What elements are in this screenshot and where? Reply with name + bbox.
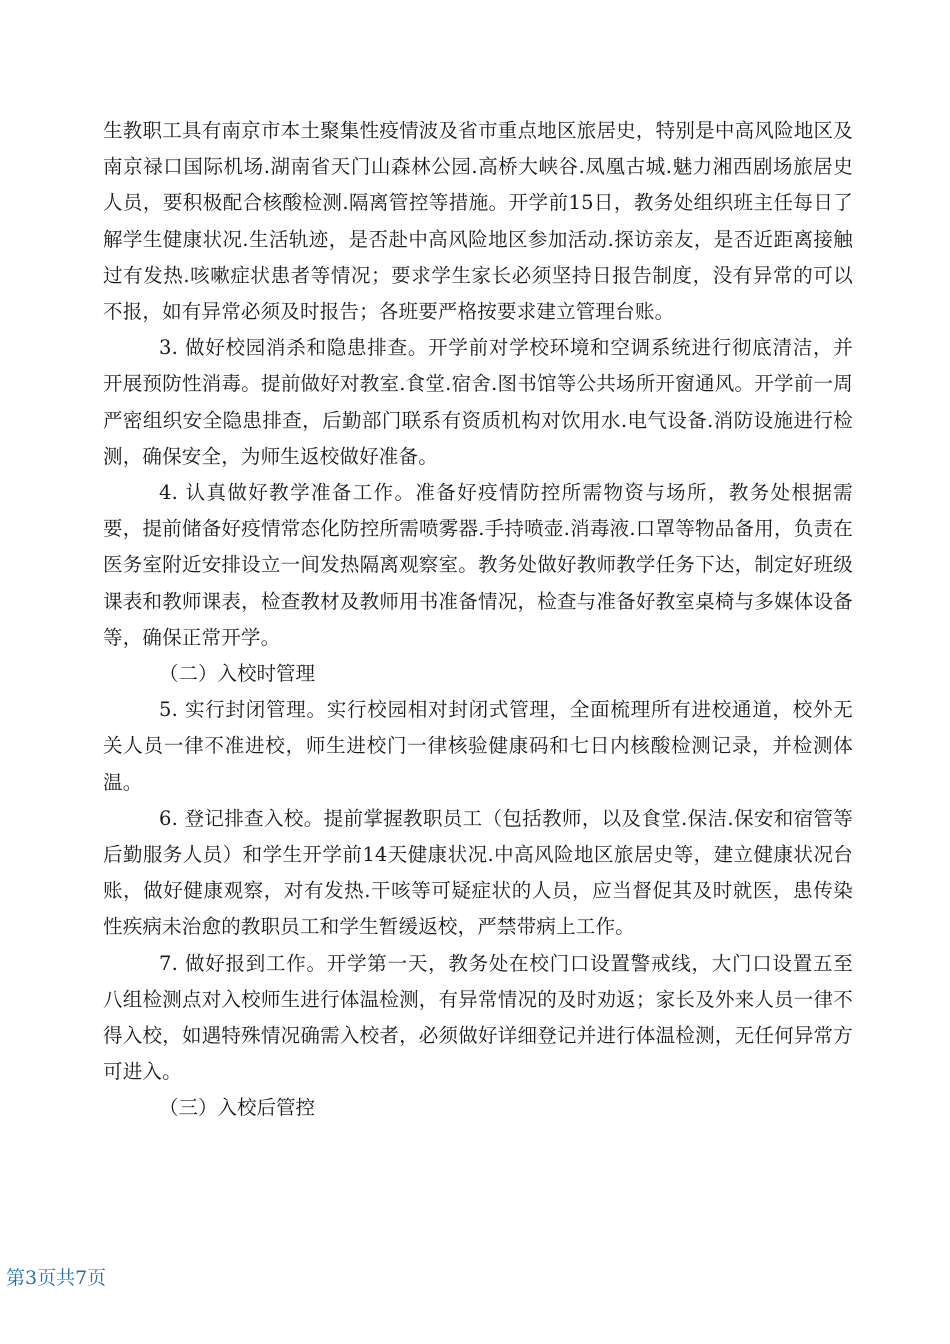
paragraph-item-5-closed-management: 5. 实行封闭管理。实行校园相对封闭式管理，全面梳理所有进校通道，校外无关人员一律不准进校，师生进校门一律核验健康码和七日内核酸检测记录，并检测体温。	[103, 698, 853, 794]
paragraph-item-4-teaching-prep: 4. 认真做好教学准备工作。准备好疫情防控所需物资与场所，教务处根据需要，提前储备好疫情常态化防控所需喷雾器.手持喷壶.消毒液.口罩等物品备用，负责在医务室附近安排设立一间发热隔离观察室。教务处做好教师教学任务下达，制定好班级课表和教师课表，检查教材及教师用书准备情况，检查与准备好教室桌椅与多媒体设备等，确保正常开学。	[103, 481, 853, 649]
paragraph-health-tracking: 生教职工具有南京市本土聚集性疫情波及省市重点地区旅居史，特别是中高风险地区及南京禄口国际机场.湖南省天门山森林公园.高桥大峡谷.凤凰古城.魅力湘西剧场旅居史人员，要积极配合核酸检测.隔离管控等措施。开学前15日，教务处组织班主任每日了解学生健康状况.生活轨迹，是否赴中高风险地区参加活动.探访亲友，是否近距离接触过有发热.咳嗽症状患者等情况；要求学生家长必须坚持日报告制度，没有异常的可以不报，如有异常必须及时报告；各班要严格按要求建立管理台账。	[103, 119, 853, 324]
page-number-footer: 第3页共7页	[6, 1267, 107, 1289]
paragraph-item-6-registration: 6. 登记排查入校。提前掌握教职员工（包括教师，以及食堂.保洁.保安和宿管等后勤服务人员）和学生开学前14天健康状况.中高风险地区旅居史等，建立健康状况台账，做好健康观察，对有发热.干咳等可疑症状的人员，应当督促其及时就医，患传染性疾病未治愈的教职员工和学生暂缓返校，严禁带病上工作。	[103, 806, 853, 939]
section-heading-post-entry-control: （三）入校后管控	[159, 1096, 316, 1120]
document-body	[103, 113, 853, 1127]
section-heading-entry-management: （二）入校时管理	[159, 662, 316, 686]
paragraph-item-3-disinfection: 3. 做好校园消杀和隐患排查。开学前对学校环境和空调系统进行彻底清洁，并开展预防性消毒。提前做好对教室.食堂.宿舍.图书馆等公共场所开窗通风。开学前一周严密组织安全隐患排查，后勤部门联系有资质机构对饮用水.电气设备.消防设施进行检测，确保安全，为师生返校做好准备。	[103, 336, 853, 468]
paragraph-item-7-reporting: 7. 做好报到工作。开学第一天，教务处在校门口设置警戒线，大门口设置五至八组检测点对入校师生进行体温检测，有异常情况的及时劝返；家长及外来人员一律不得入校，如遇特殊情况确需入校者，必须做好详细登记并进行体温检测，无任何异常方可进入。	[103, 951, 853, 1084]
